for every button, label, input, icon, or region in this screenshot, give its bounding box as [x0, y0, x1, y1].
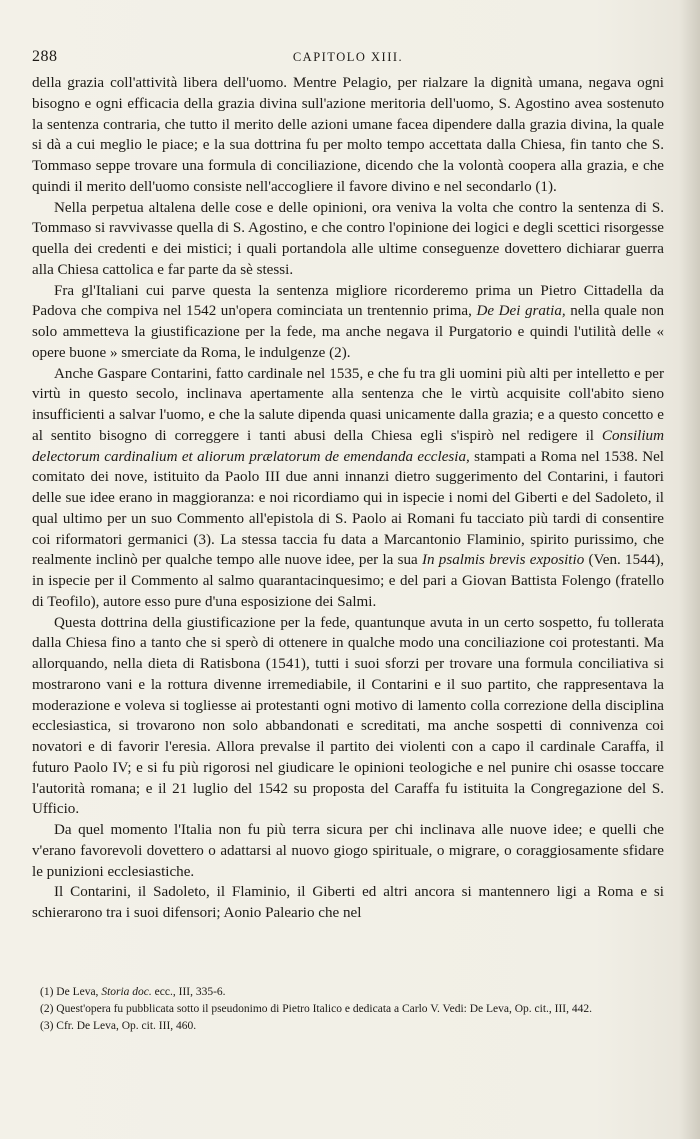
paragraph [32, 364, 664, 613]
italic-title: Storia doc. [101, 986, 152, 998]
text-run: (2) Quest'opera fu pubblicata sotto il pseudonimo di Pietro Italico e dedicata a Carlo V. Vedi: De Leva, Op. cit., III, 442. [40, 1003, 593, 1016]
italic-title: In psalmis brevis expositio [421, 552, 585, 569]
running-head: CAPITOLO XIII. [292, 50, 404, 64]
body-text [32, 73, 664, 924]
text-run: ecc., III, 335-6. [151, 986, 226, 998]
footnote [32, 1019, 664, 1034]
paragraph [32, 281, 664, 364]
text-run: (1) De Leva, [40, 986, 102, 998]
paragraph [32, 73, 664, 198]
text-run: stampati a Roma nel 1538. Nel comitato dei nove, istituito da Paolo III due anni innanzi dietro suggerimento del Contarini, i fautori delle sue idee erano in maggioranza: e noi ricordiamo qui in ispecie i nomi del Giberti e del Sadoleto, il qual ultimo per un suo Commento all'epistola di S. Paolo ai Romani fu tacciato più tardi di consentire coi riformatori germanici (3). La stessa taccia fu data a Marcantonio Flaminio, spirito purissimo, che realmente inclinò per qualche tempo alle nuove idee, per la sua [32, 448, 665, 569]
paragraph [32, 198, 664, 281]
text-run: (Ven. 1544), in ispecie per il Commento al salmo quarantacinquesimo; e del pari a Giovan Battista Folengo (fratello di Teofilo), autore esso pure d'una esposizione dei Salmi. [32, 552, 665, 610]
footnotes [32, 985, 664, 1037]
page-header [32, 48, 664, 70]
text-run: della grazia coll'attività libera dell'uomo. Mentre Pelagio, per rialzare la dignità umana, negava ogni bisogno e ogni efficacia della grazia divina sull'azione meritoria dell'uomo, S. Agostino avea sostenuto la sentenza contraria, che tutto il merito delle azioni umane facea dipendere dalla grazia divina, la quale si dà a cui meglio le piace; e la sua dottrina fu per molto tempo accettata dalla Chiesa, fin tanto che S. Tommaso seppe trovare una formula di conciliazione, dicendo che la volontà coopera alla grazia, e che quindi il merito dell'uomo consiste nell'accogliere il favore divino e nel secondarlo (1). [32, 75, 664, 195]
paragraph [32, 820, 664, 882]
footnote [32, 985, 664, 1000]
text-run: Da quel momento l'Italia non fu più terra sicura per chi inclinava alle nuove idee; e quelli che v'erano favorevoli dovettero o adattarsi al nuovo giogo spirituale, o migrare, o coraggiosamente sfidare le punizioni ecclesiastiche. [32, 822, 664, 880]
page-number: 288 [32, 48, 58, 65]
text-run: Il Contarini, il Sadoleto, il Flaminio, il Giberti ed altri ancora si mantennero ligi a Roma e si schierarono tra i suoi difensori; Aonio Paleario che nel [32, 884, 664, 921]
italic-title: De Dei gratia, [476, 303, 566, 320]
text-run: Questa dottrina della giustificazione per la fede, quantunque avuta in un certo sospetto, fu tollerata dalla Chiesa fino a tanto che si sperò di ottenere in qualche modo una conciliazione coi protestanti. Ma allorquando, nella dieta di Ratisbona (1541), tutti i suoi sforzi per trovare una formula conciliativa si mostrarono vani e la rottura divenne irremediabile, il Contarini e il suo partito, che rappresentava la moderazione e voleva si togliesse ai protestanti ogni motivo di lamento colla correzione della disciplina ecclesiastica, si trovarono non solo abbandonati e screditati, ma anche sospetti di connivenza coi novatori e di favorir l'eresia. Allora prevalse il partito dei violenti con a capo il cardinale Caraffa, il futuro Paolo IV; e si fu più rigorosi nel giudicare le opinioni teologiche e nel punire chi osasse toccare l'autorità romana; e il 21 luglio del 1542 su proposta del Caraffa fu istituita la Congregazione del S. Ufficio. [32, 614, 664, 818]
paragraph [32, 882, 664, 924]
text-run: (3) Cfr. De Leva, Op. cit. III, 460. [40, 1020, 197, 1033]
text-run: nella quale non solo ammetteva la giustificazione per la fede, ma anche negava il Purgatorio e quindi l'utilità delle « opere buone » smerciate da Roma, le indulgenze (2). [32, 303, 664, 361]
paragraph [32, 613, 664, 821]
footnote [32, 1002, 664, 1017]
text-run: Nella perpetua altalena delle cose e delle opinioni, ora veniva la volta che contro la sentenza di S. Tommaso si ravvivasse quella di S. Agostino, e che contro l'opinione dei logici e degli scettici risorgesse quella dei credenti e dei mistici; i quali portandola alle ultime conseguenze dovettero dichiarar guerra alla Chiesa cattolica e far parte da sè stessi. [32, 199, 664, 278]
text-run: Anche Gaspare Contarini, fatto cardinale nel 1535, e che fu tra gli uomini più alti per intelletto e per virtù in questo secolo, inclinava apertamente alla sentenza che le virtù acquisite coll'abito sieno insufficienti a salvar l'uomo, e che la salute dipenda quasi unicamente dalla grazia; e a questo concetto e al sentito bisogno di correggere i tanti abusi della Chiesa egli s'ispirò nel redigere il [32, 365, 664, 444]
italic-title: Consilium delectorum cardinalium et aliorum prælatorum de emendanda ecclesia, [32, 427, 664, 465]
text-run: Fra gl'Italiani cui parve questa la sentenza migliore ricorderemo prima un Pietro Cittadella da Padova che compiva nel 1542 un'opera cominciata un trentennio prima, [32, 282, 664, 320]
